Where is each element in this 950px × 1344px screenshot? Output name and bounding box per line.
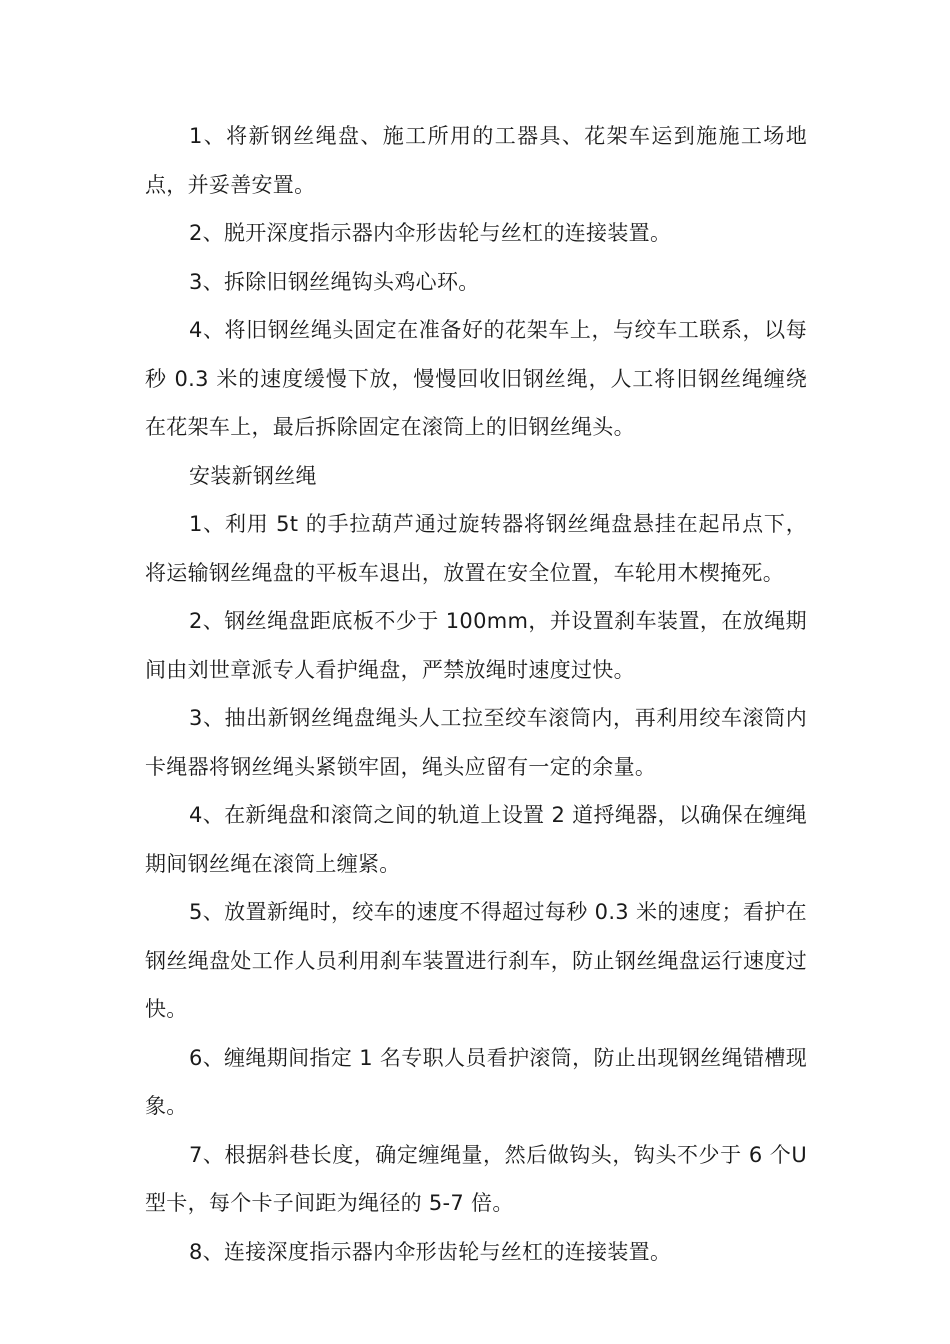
paragraph-install-step-5: 5、放置新绳时，绞车的速度不得超过每秒 0.3 米的速度；看护在钢丝绳盘处工作人员利用刹车装置进行刹车，防止钢丝绳盘运行速度过快。 xyxy=(145,900,807,1021)
paragraph-install-step-2: 2、钢丝绳盘距底板不少于 100mm，并设置刹车装置，在放绳期间由刘世章派专人看护绳盘，严禁放绳时速度过快。 xyxy=(145,609,807,682)
paragraph-install-step-7: 7、根据斜巷长度，确定缠绳量，然后做钩头，钩头不少于 6 个U 型卡，每个卡子间距为绳径的 5-7 倍。 xyxy=(145,1142,807,1215)
paragraph-install-step-3: 3、抽出新钢丝绳盘绳头人工拉至绞车滚筒内，再利用绞车滚筒内卡绳器将钢丝绳头紧锁牢固，绳头应留有一定的余量。 xyxy=(145,706,807,779)
section-heading-install-new-rope: 安装新钢丝绳 xyxy=(189,463,317,488)
paragraph-step-1: 1、将新钢丝绳盘、施工所用的工器具、花架车运到施施工场地点，并妥善安置。 xyxy=(145,124,807,197)
document-body xyxy=(145,112,807,1276)
paragraph-step-3: 3、拆除旧钢丝绳钩头鸡心环。 xyxy=(189,269,480,294)
paragraph-install-step-1: 1、利用 5t 的手拉葫芦通过旋转器将钢丝绳盘悬挂在起吊点下，将运输钢丝绳盘的平板车退出，放置在安全位置，车轮用木楔掩死。 xyxy=(145,512,807,585)
paragraph-install-step-6: 6、缠绳期间指定 1 名专职人员看护滚筒，防止出现钢丝绳错槽现象。 xyxy=(145,1045,807,1118)
paragraph-step-4: 4、将旧钢丝绳头固定在准备好的花架车上，与绞车工联系，以每秒 0.3 米的速度缓慢下放，慢慢回收旧钢丝绳，人工将旧钢丝绳缠绕在花架车上，最后拆除固定在滚筒上的旧钢丝绳头。 xyxy=(145,318,807,439)
paragraph-install-step-8: 8、连接深度指示器内伞形齿轮与丝杠的连接装置。 xyxy=(189,1239,672,1264)
paragraph-install-step-4: 4、在新绳盘和滚筒之间的轨道上设置 2 道捋绳器，以确保在缠绳期间钢丝绳在滚筒上缠紧。 xyxy=(145,803,807,876)
paragraph-step-2: 2、脱开深度指示器内伞形齿轮与丝杠的连接装置。 xyxy=(189,221,672,245)
